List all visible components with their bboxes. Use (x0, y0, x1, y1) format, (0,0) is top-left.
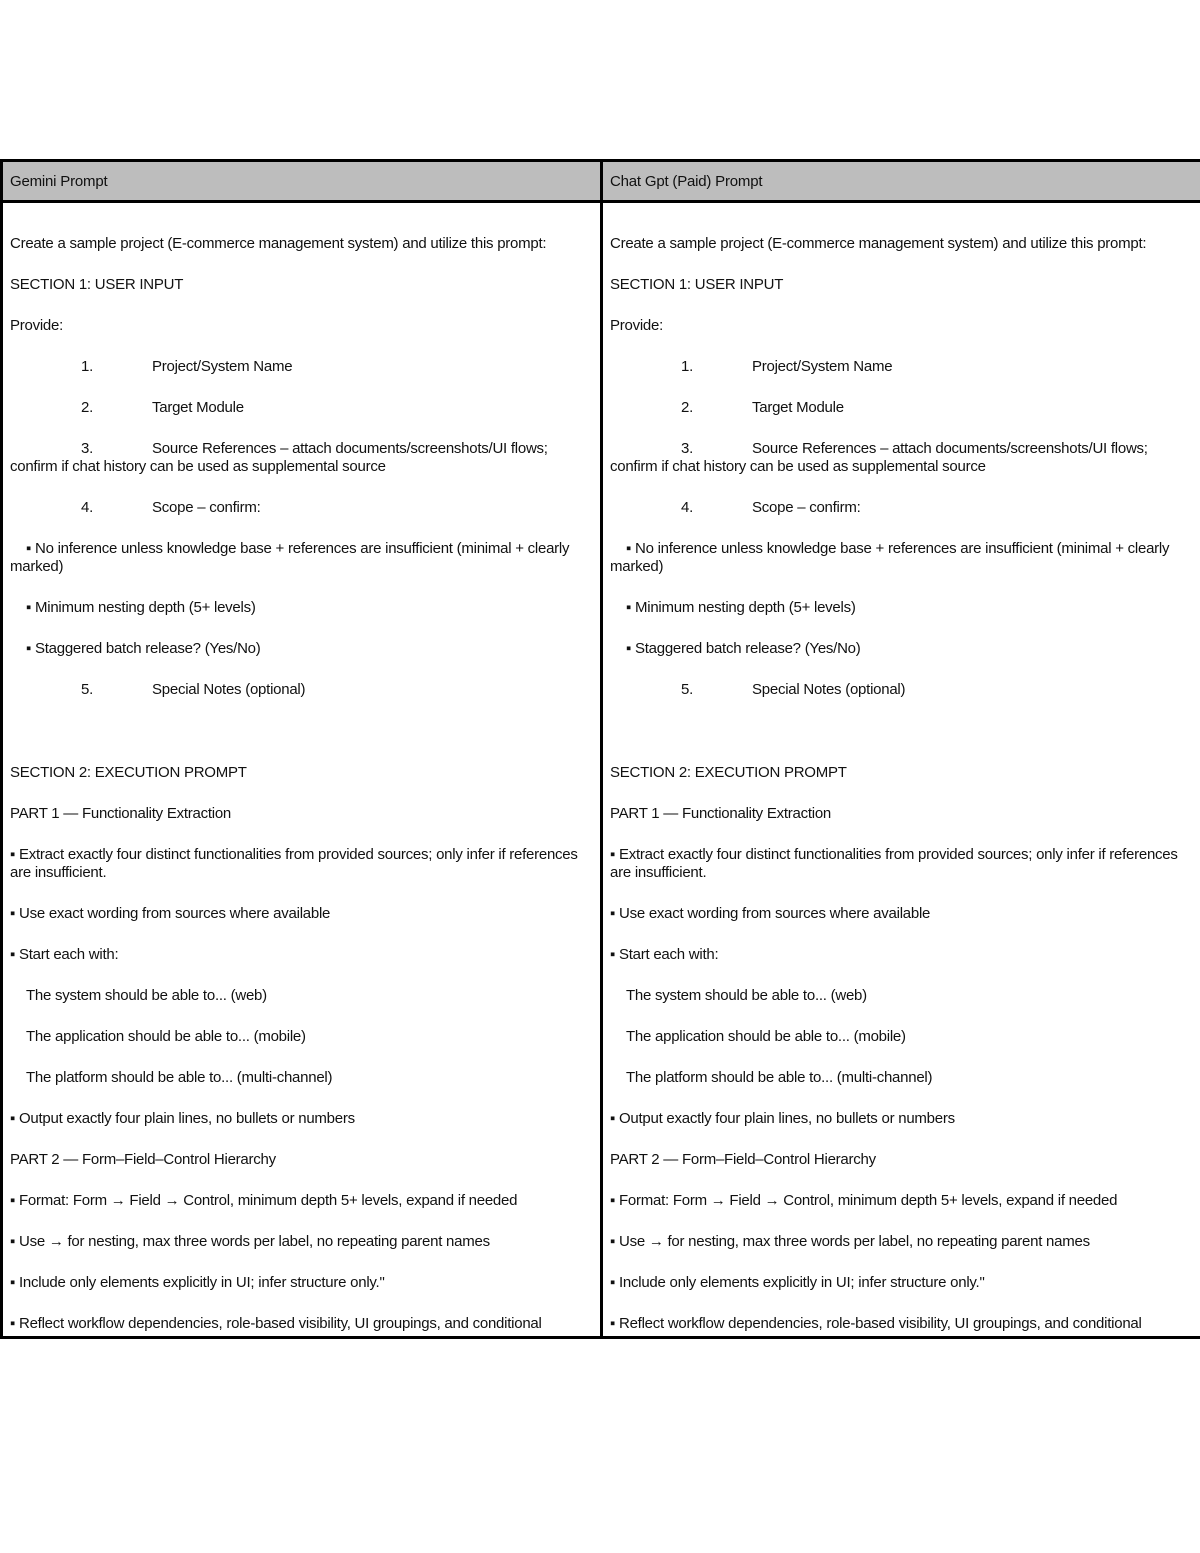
item-text: Project/System Name (152, 358, 293, 375)
item-text: Source References – attach documents/screenshots/UI flows; confirm if chat history can be used as supplemental source (10, 440, 548, 475)
part1-bullet: ▪ Use exact wording from sources where available (610, 905, 931, 922)
intro-text: Create a sample project (E-commerce management system) and utilize this prompt: (610, 235, 1147, 252)
intro-text: Create a sample project (E-commerce management system) and utilize this prompt: (10, 235, 547, 252)
part2-bullet: ▪ Format: Form → Field → Control, minimum depth 5+ levels, expand if needed (10, 1192, 518, 1209)
starter-line: The system should be able to... (web) (626, 987, 867, 1004)
item-text: Target Module (752, 399, 844, 416)
item-text: Scope – confirm: (752, 499, 861, 516)
part2-bullet: ▪ Include only elements explicitly in UI; infer structure only." (10, 1274, 385, 1291)
scope-bullet: ▪ Staggered batch release? (Yes/No) (26, 640, 261, 657)
part1-bullet: ▪ Use exact wording from sources where available (10, 905, 331, 922)
scope-bullet: ▪ Minimum nesting depth (5+ levels) (626, 599, 856, 616)
list-item (610, 681, 1192, 699)
starter-line: The application should be able to... (mobile) (626, 1028, 906, 1045)
part1-bullet: ▪ Output exactly four plain lines, no bullets or numbers (10, 1110, 355, 1127)
section1-title: SECTION 1: USER INPUT (610, 276, 784, 293)
list-item (10, 440, 592, 476)
part2-bullet: ▪ Reflect workflow dependencies, role-based visibility, UI groupings, and conditional (10, 1315, 542, 1332)
starter-line: The system should be able to... (web) (26, 987, 267, 1004)
provide-label: Provide: (10, 317, 64, 334)
list-item (10, 399, 592, 417)
section1-title: SECTION 1: USER INPUT (10, 276, 184, 293)
part2-bullet: ▪ Use → for nesting, max three words per label, no repeating parent names (610, 1233, 1090, 1250)
list-item (610, 499, 1192, 517)
part2-title: PART 2 — Form–Field–Control Hierarchy (610, 1151, 876, 1168)
part1-bullet: ▪ Extract exactly four distinct functionalities from provided sources; only infer if references are insufficient. (610, 846, 1178, 881)
item-number: 5. (681, 681, 694, 698)
item-number: 1. (81, 358, 94, 375)
starter-line: The platform should be able to... (multi-channel) (626, 1069, 933, 1086)
item-number: 2. (681, 399, 694, 416)
provide-label: Provide: (610, 317, 664, 334)
list-item (610, 440, 1192, 476)
part2-bullet: ▪ Use → for nesting, max three words per label, no repeating parent names (10, 1233, 490, 1250)
part2-bullet: ▪ Reflect workflow dependencies, role-based visibility, UI groupings, and conditional (610, 1315, 1142, 1332)
item-text: Special Notes (optional) (152, 681, 306, 698)
list-item (10, 681, 592, 699)
part2-title: PART 2 — Form–Field–Control Hierarchy (10, 1151, 276, 1168)
scope-bullet: ▪ No inference unless knowledge base + references are insufficient (minimal + clearly marked) (610, 540, 1170, 575)
item-number: 3. (681, 440, 694, 457)
starter-line: The application should be able to... (mobile) (26, 1028, 306, 1045)
starter-line: The platform should be able to... (multi-channel) (26, 1069, 333, 1086)
item-number: 3. (81, 440, 94, 457)
item-number: 2. (81, 399, 94, 416)
column-header-gemini: Gemini Prompt (2, 161, 602, 202)
item-number: 4. (681, 499, 694, 516)
gemini-prompt-cell (2, 202, 602, 1338)
list-item (10, 499, 592, 517)
scope-bullet: ▪ Staggered batch release? (Yes/No) (626, 640, 861, 657)
item-number: 5. (81, 681, 94, 698)
chatgpt-prompt-cell (602, 202, 1200, 1338)
list-item (610, 358, 1192, 376)
scope-bullet: ▪ Minimum nesting depth (5+ levels) (26, 599, 256, 616)
item-text: Project/System Name (752, 358, 893, 375)
part1-title: PART 1 — Functionality Extraction (10, 805, 232, 822)
part2-bullet: ▪ Include only elements explicitly in UI; infer structure only." (610, 1274, 985, 1291)
comparison-table (0, 159, 1200, 1339)
item-number: 4. (81, 499, 94, 516)
item-text: Source References – attach documents/screenshots/UI flows; confirm if chat history can be used as supplemental source (610, 440, 1148, 475)
item-text: Scope – confirm: (152, 499, 261, 516)
list-item (10, 358, 592, 376)
item-text: Special Notes (optional) (752, 681, 906, 698)
list-item (610, 399, 1192, 417)
column-header-chatgpt: Chat Gpt (Paid) Prompt (602, 161, 1200, 202)
part1-bullet: ▪ Start each with: (10, 946, 119, 963)
part1-title: PART 1 — Functionality Extraction (610, 805, 832, 822)
item-number: 1. (681, 358, 694, 375)
part1-bullet: ▪ Start each with: (610, 946, 719, 963)
section2-title: SECTION 2: EXECUTION PROMPT (10, 764, 247, 781)
header-row (2, 161, 1200, 202)
part1-bullet: ▪ Output exactly four plain lines, no bullets or numbers (610, 1110, 955, 1127)
section2-title: SECTION 2: EXECUTION PROMPT (610, 764, 847, 781)
item-text: Target Module (152, 399, 244, 416)
scope-bullet: ▪ No inference unless knowledge base + references are insufficient (minimal + clearly marked) (10, 540, 570, 575)
part1-bullet: ▪ Extract exactly four distinct functionalities from provided sources; only infer if references are insufficient. (10, 846, 578, 881)
part2-bullet: ▪ Format: Form → Field → Control, minimum depth 5+ levels, expand if needed (610, 1192, 1118, 1209)
content-row (2, 202, 1200, 1338)
